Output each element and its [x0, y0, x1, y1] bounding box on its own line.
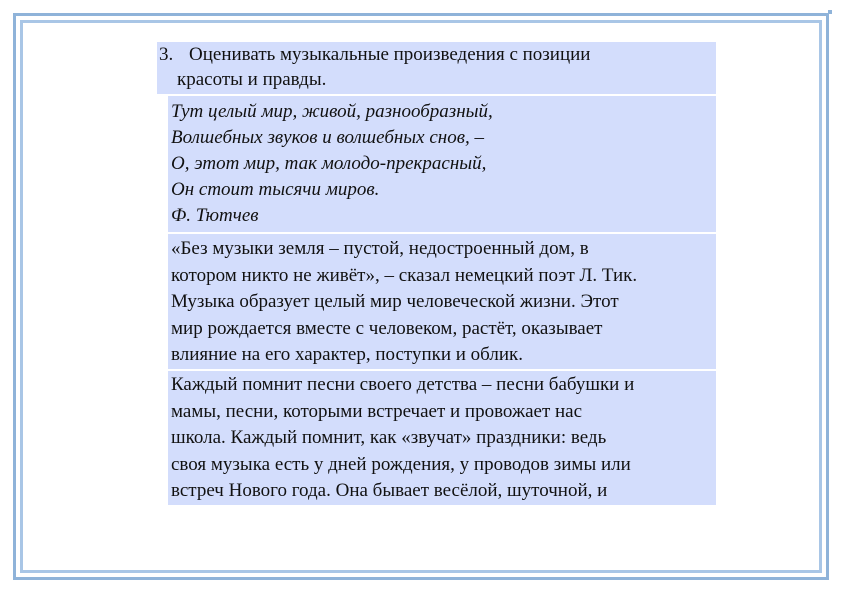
numbered-heading — [157, 42, 716, 94]
paragraph-line: своя музыка есть у дней рождения, у проводов зимы или — [171, 453, 631, 475]
paragraph-line: Каждый помнит песни своего детства – песни бабушки и — [171, 374, 635, 395]
paragraph-line: мир рождается вместе с человеком, растёт, оказывает — [171, 317, 603, 339]
paragraph-line: Музыка образует целый мир человеческой жизни. Этот — [171, 291, 619, 313]
poem-line: Тут целый мир, живой, разнообразный, — [171, 101, 493, 122]
poem-line: О, этот мир, так молодо-прекрасный, — [171, 153, 487, 174]
poem-line: Волшебных звуков и волшебных снов, – — [171, 127, 484, 148]
heading-line-1: Оценивать музыкальные произведения с позиции — [189, 44, 591, 65]
paragraph-childhood-songs — [168, 371, 716, 505]
paragraph-music-world — [168, 234, 716, 369]
paragraph-line: мамы, песни, которыми встречает и провожает нас — [171, 400, 583, 422]
heading-number: 3. — [159, 44, 174, 65]
poem-author: Ф. Тютчев — [171, 205, 259, 226]
paragraph-line: влияние на его характер, поступки и облик. — [171, 344, 524, 366]
paragraph-line: котором никто не живёт», – сказал немецкий поэт Л. Тик. — [171, 264, 638, 286]
poem-line: Он стоит тысячи миров. — [171, 179, 380, 200]
poem-quote — [168, 96, 716, 232]
paragraph-line: школа. Каждый помнит, как «звучат» праздники: ведь — [171, 427, 607, 449]
frame-corner-mark — [828, 10, 832, 14]
paragraph-line: встреч Нового года. Она бывает весёлой, шуточной, и — [171, 480, 608, 502]
paragraph-line: «Без музыки земля – пустой, недостроенный дом, в — [171, 238, 589, 259]
heading-line-2: красоты и правды. — [177, 69, 327, 90]
